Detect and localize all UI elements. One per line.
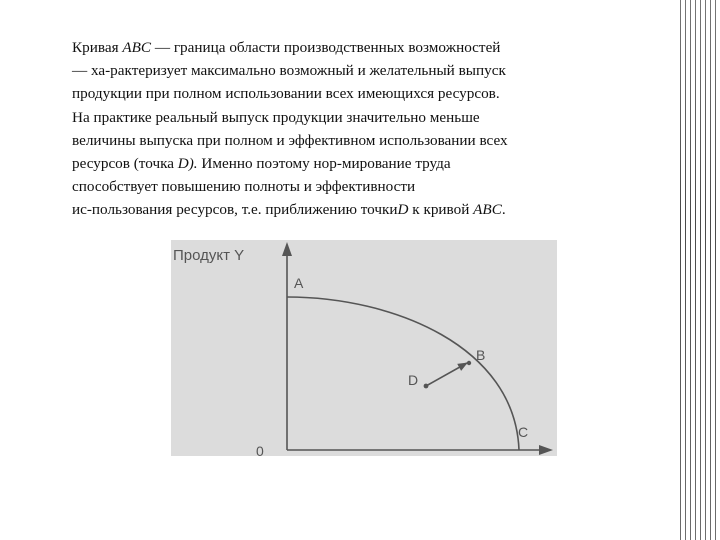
text-span: — граница области производственных возможностей: [151, 39, 501, 56]
y-axis-arrow-icon: [282, 242, 292, 256]
text-line-6: [72, 152, 632, 175]
point-d-ref: D: [397, 201, 409, 219]
point-c-label: C: [518, 424, 529, 440]
curve-abc: [287, 297, 519, 450]
curve-abc-label: ABC: [473, 201, 502, 219]
point-b-dot: [467, 361, 471, 365]
point-b-label: B: [476, 347, 486, 363]
decorative-edge: [678, 0, 720, 540]
text-span: Кривая: [72, 39, 123, 56]
x-axis-arrow-icon: [539, 445, 553, 455]
text-line-7: способствует повышению полноты и эффективности: [72, 178, 416, 196]
text-line-8: [72, 198, 632, 221]
body-paragraph: [72, 36, 632, 222]
text-line-3: продукции при полном использовании всех имеющихся ресурсов.: [72, 85, 500, 103]
text-span: ресурсов (точка: [72, 155, 178, 173]
y-axis-label: Продукт Y: [173, 247, 245, 264]
text-line-1: [72, 36, 632, 59]
text-span: .: [501, 201, 506, 219]
text-line-4: На практике реальный выпуск продукции значительно меньше: [72, 108, 480, 126]
text-span: ис-пользования ресурсов, т.е. приближению точки: [72, 201, 398, 219]
text-line-5: величины выпуска при полном и эффективном использовании всех: [72, 131, 508, 149]
d-to-b-arrow: [426, 363, 467, 386]
production-possibility-figure: [171, 240, 557, 456]
origin-label: 0: [256, 443, 264, 456]
ppf-diagram: [171, 240, 557, 456]
point-d-ref: D).: [177, 155, 198, 173]
point-a-label: A: [294, 275, 304, 291]
text-span: Именно поэтому нор-мирование труда: [197, 155, 451, 173]
point-d-label: D: [408, 372, 419, 388]
text-line-2: — ха-рактеризует максимально возможный и желательный выпуск: [72, 62, 506, 80]
curve-abc-label: ABC: [122, 39, 152, 56]
text-span: к кривой: [408, 201, 474, 219]
